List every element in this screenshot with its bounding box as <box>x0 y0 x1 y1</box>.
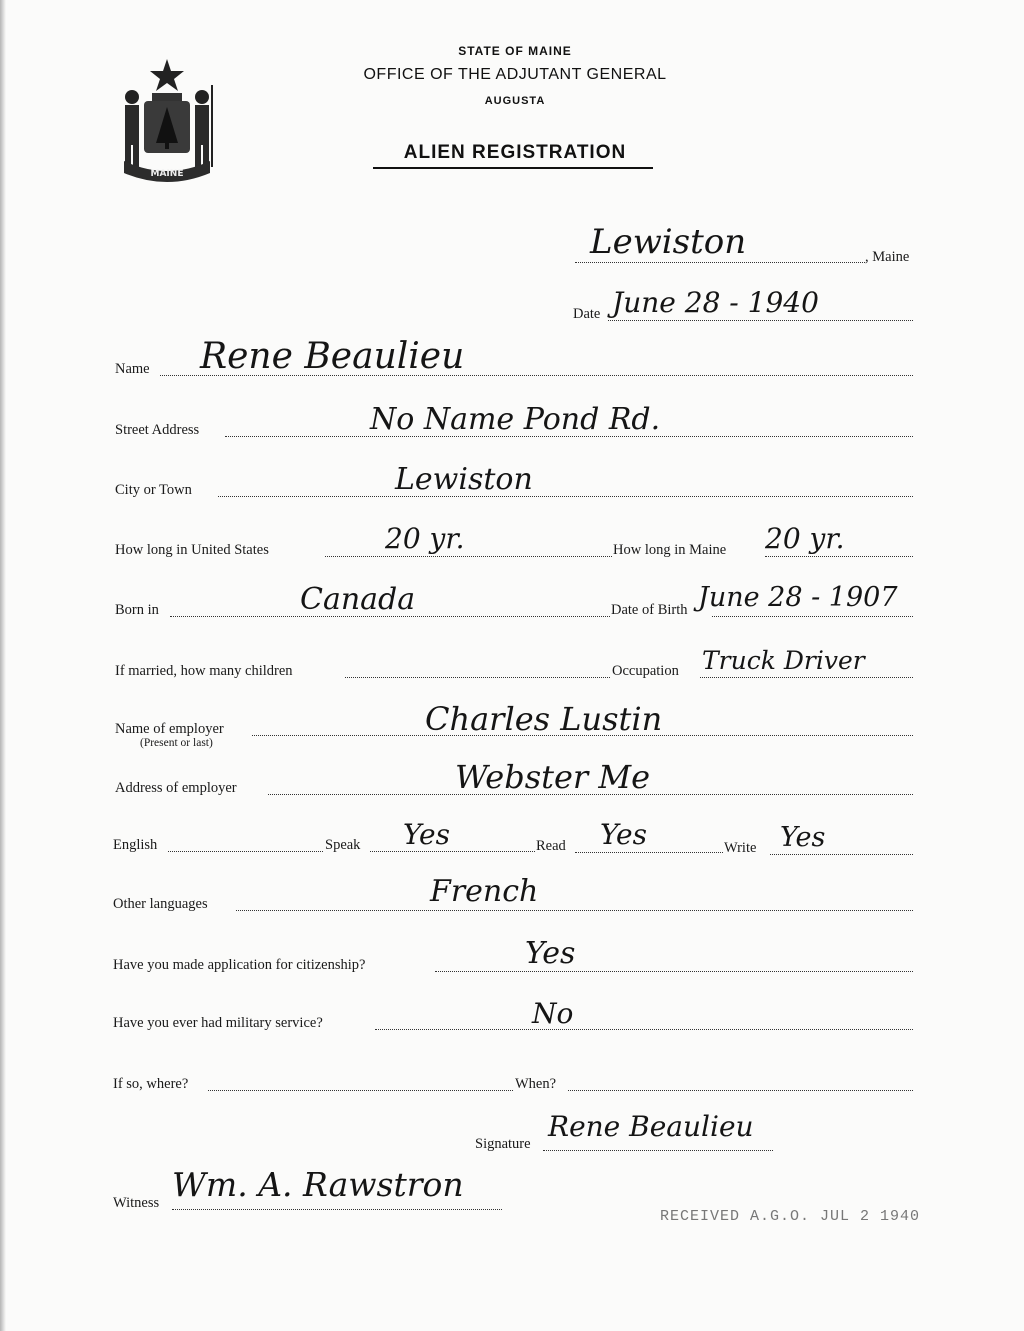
witness-label: Witness <box>113 1195 160 1211</box>
how-long-maine-entry: 20 yr. <box>765 522 845 555</box>
occupation-label: Occupation <box>612 663 679 679</box>
married-label: If married, how many children <box>115 663 293 679</box>
employer-entry: Charles Lustin <box>425 700 663 738</box>
city-label: City or Town <box>115 482 192 498</box>
name-entry: Rene Beaulieu <box>200 336 465 377</box>
street-entry: No Name Pond Rd. <box>370 402 661 437</box>
city-heading: AUGUSTA <box>484 95 546 107</box>
citizenship-entry: Yes <box>525 936 576 971</box>
town-entry: Lewiston <box>590 222 747 262</box>
witness-line <box>172 1209 502 1210</box>
how-long-us-label: How long in United States <box>115 542 269 558</box>
married-line <box>345 677 610 678</box>
english-line <box>168 851 323 852</box>
write-line <box>770 854 913 855</box>
street-label: Street Address <box>115 422 200 438</box>
scan-edge-shadow <box>0 0 6 1331</box>
speak-label: Speak <box>325 837 361 853</box>
military-label: Have you ever had military service? <box>113 1015 323 1031</box>
other-lang-label: Other languages <box>113 896 208 912</box>
employer-address-entry: Webster Me <box>455 758 651 796</box>
how-long-us-entry: 20 yr. <box>385 522 465 555</box>
name-label: Name <box>115 361 150 377</box>
english-label: English <box>113 837 158 853</box>
occupation-entry: Truck Driver <box>702 646 865 675</box>
other-lang-entry: French <box>430 874 539 909</box>
speak-line <box>370 851 535 852</box>
military-entry: No <box>532 997 574 1030</box>
when-label: When? <box>515 1076 557 1092</box>
date-label: Date <box>573 306 601 322</box>
town-suffix-label: , Maine <box>865 249 910 265</box>
read-line <box>575 852 723 853</box>
read-entry: Yes <box>600 818 647 851</box>
svg-text:MAINE: MAINE <box>150 169 184 179</box>
where-label: If so, where? <box>113 1076 189 1092</box>
other-lang-line <box>236 910 913 911</box>
citizenship-line <box>435 971 913 972</box>
signature-entry: Rene Beaulieu <box>548 1110 754 1143</box>
employer-address-label: Address of employer <box>115 780 237 796</box>
title-underline <box>373 167 653 169</box>
military-line <box>375 1029 913 1030</box>
dob-line <box>712 616 913 617</box>
when-line <box>568 1090 913 1091</box>
how-long-us-line <box>325 556 612 557</box>
state-heading: STATE OF MAINE <box>458 44 572 58</box>
signature-label: Signature <box>475 1136 531 1152</box>
employer-label: Name of employer <box>115 721 224 737</box>
city-entry: Lewiston <box>395 462 533 497</box>
born-label: Born in <box>115 602 159 618</box>
employer-sublabel: (Present or last) <box>140 737 213 749</box>
office-heading: OFFICE OF THE ADJUTANT GENERAL <box>363 66 667 83</box>
occupation-line <box>700 677 913 678</box>
town-line <box>575 262 865 263</box>
write-label: Write <box>724 840 757 856</box>
read-label: Read <box>536 838 566 854</box>
city-line <box>218 496 913 497</box>
state-seal-icon <box>112 55 222 185</box>
speak-entry: Yes <box>403 818 450 851</box>
citizenship-label: Have you made application for citizenship? <box>113 957 366 973</box>
witness-entry: Wm. A. Rawstron <box>172 1165 464 1204</box>
where-line <box>208 1090 513 1091</box>
date-entry: June 28 - 1940 <box>612 286 819 319</box>
how-long-maine-label: How long in Maine <box>613 542 727 558</box>
form-title: ALIEN REGISTRATION <box>403 142 627 163</box>
signature-line <box>543 1150 773 1151</box>
dob-label: Date of Birth <box>611 602 688 618</box>
date-line <box>608 320 913 321</box>
write-entry: Yes <box>780 822 826 853</box>
dob-entry: June 28 - 1907 <box>698 582 898 613</box>
how-long-maine-line <box>765 556 913 557</box>
born-entry: Canada <box>300 582 416 617</box>
received-stamp: RECEIVED A.G.O. JUL 2 1940 <box>660 1208 921 1225</box>
